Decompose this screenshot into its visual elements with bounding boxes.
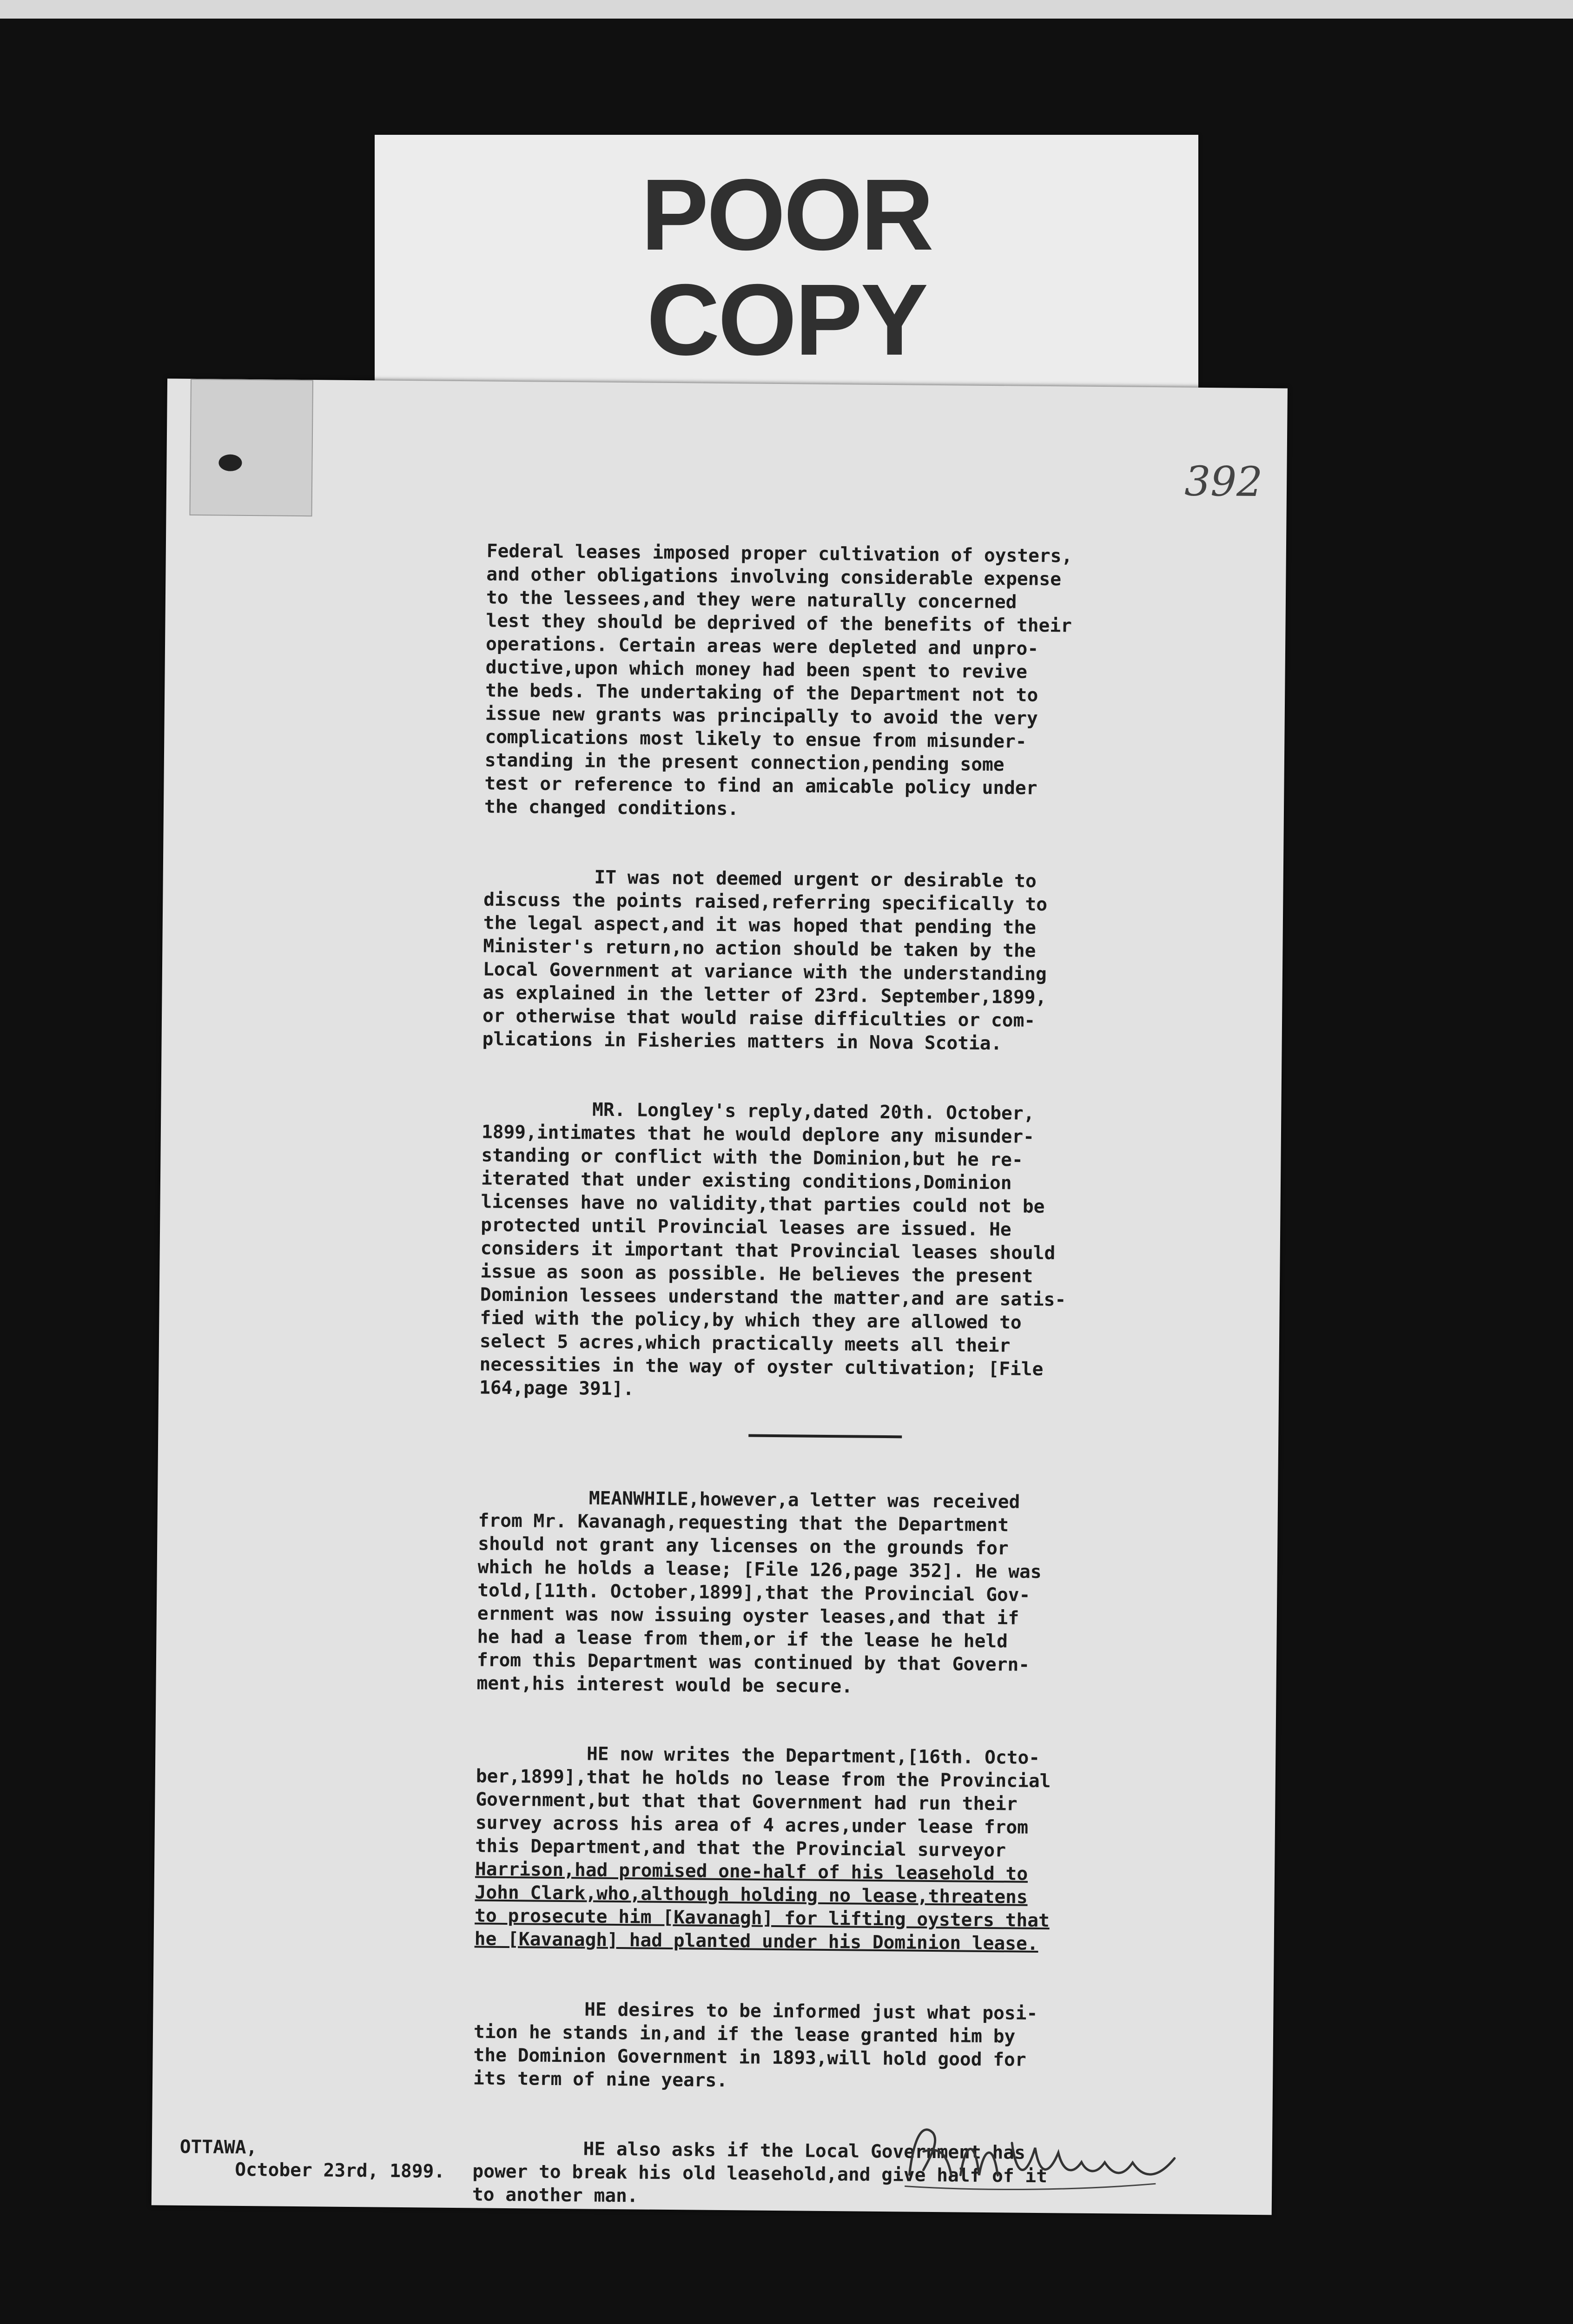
page-number: 392	[1184, 457, 1263, 506]
paragraph-5	[475, 1741, 1285, 1864]
text-line: HE desires to be informed just what posi-	[474, 1998, 1038, 2024]
section-divider	[748, 1434, 902, 1438]
text-line: HE also asks if the Local Government has	[472, 2137, 1026, 2164]
text-line: should not grant any licenses on the grounds for	[477, 1533, 1009, 1559]
text-line: and other obligations involving considerable expense	[486, 563, 1062, 590]
text-line: survey across his area of 4 acres,under lease from	[475, 1812, 1029, 1838]
text-line: he had a lease from them,or if the lease he held	[477, 1626, 1008, 1652]
paragraph-6	[473, 1997, 1283, 2097]
text-line: Federal leases imposed proper cultivation of oysters,	[486, 540, 1073, 567]
text-line: considers it important that Provincial leases should	[480, 1237, 1056, 1264]
text-line: standing in the present connection,pending some	[484, 749, 1005, 776]
text-line: IT was not deemed urgent or desirable to	[483, 865, 1037, 892]
text-line: necessities in the way of oyster cultivation; [File	[479, 1353, 1044, 1380]
text-line: power to break his old leasehold,and give half of it	[472, 2160, 1048, 2187]
text-line: as explained in the letter of 23rd. September,1899,	[482, 982, 1047, 1009]
text-line: licenses have no validity,that parties could not be	[481, 1191, 1045, 1218]
text-line: Government,but that that Government had run their	[476, 1789, 1018, 1815]
closing-block	[179, 2136, 445, 2183]
text-line: tion he stands in,and if the lease granted him by	[473, 2021, 1016, 2047]
poor-copy-line1: POOR	[641, 158, 932, 271]
text-line: discuss the points raised,referring specifically to	[483, 889, 1048, 916]
closing-place: OTTAWA,	[179, 2136, 258, 2159]
text-line: lest they should be deprived of the benefits of their	[486, 610, 1072, 637]
film-edge-top	[0, 0, 1573, 19]
text-line: Minister's return,no action should be taken by the	[483, 935, 1036, 962]
text-line: plications in Fisheries matters in Nova Scotia.	[482, 1028, 1002, 1055]
text-line: the beds. The undertaking of the Department not to	[485, 680, 1038, 706]
text-line: the changed conditions.	[484, 796, 739, 820]
text-line: ernment was now issuing oyster leases,and that if	[477, 1603, 1019, 1629]
text-line: MR. Longley's reply,dated 20th. October,	[482, 1098, 1035, 1124]
text-line: Dominion lessees understand the matter,and are satis-	[480, 1284, 1066, 1311]
poor-copy-line2: COPY	[647, 264, 926, 376]
text-line: ber,1899],that he holds no lease from the Provincial	[476, 1765, 1051, 1792]
text-line: 1899,intimates that he would deplore any misunder-	[481, 1121, 1035, 1148]
text-line: select 5 acres,which practically meets all their	[479, 1330, 1011, 1357]
letter-body	[472, 539, 1295, 2213]
letter-page	[152, 378, 1288, 2215]
text-line: 164,page 391].	[479, 1377, 634, 1400]
text-line: its term of nine years.	[473, 2067, 728, 2092]
text-line: to another man.	[472, 2184, 638, 2207]
text-line: issue as soon as possible. He believes the present	[480, 1261, 1033, 1287]
text-line: he [Kavanagh] had planted under his Dominion lease.	[474, 1928, 1038, 1954]
text-line: issue new grants was principally to avoid the very	[485, 703, 1038, 729]
paragraph-4	[476, 1486, 1287, 1702]
clip-hole	[218, 454, 242, 471]
text-line: from Mr. Kavanagh,requesting that the Department	[478, 1510, 1009, 1536]
text-line: told,[11th. October,1899],that the Provincial Gov-	[477, 1579, 1031, 1606]
text-line: Harrison,had promised one-half of his leasehold to	[475, 1858, 1028, 1885]
text-line: fied with the policy,by which they are allowed to	[480, 1307, 1022, 1334]
signature	[895, 2105, 1184, 2200]
text-line: operations. Certain areas were depleted and unpro-	[485, 633, 1039, 660]
text-line: from this Department was continued by that Govern-	[476, 1649, 1030, 1676]
text-line: the Dominion Government in 1893,will hold good for	[473, 2044, 1026, 2071]
text-line: ductive,upon which money had been spent to revive	[485, 656, 1028, 683]
paragraph-5-underlined	[475, 1857, 1284, 1957]
text-line: HE now writes the Department,[16th. Octo-	[476, 1742, 1040, 1769]
closing-date: October 23rd, 1899.	[179, 2158, 445, 2182]
text-line: this Department,and that the Provincial surveyor	[475, 1835, 1006, 1862]
text-line: complications most likely to ensue from misunder-	[485, 726, 1027, 753]
poor-copy-stamp	[375, 135, 1198, 401]
text-line: or otherwise that would raise difficulties or com-	[482, 1005, 1036, 1031]
text-line: ment,his interest would be secure.	[476, 1672, 853, 1697]
text-line: which he holds a lease; [File 126,page 352]. He was	[477, 1556, 1042, 1583]
text-line: the legal aspect,and it was hoped that pending the	[483, 912, 1037, 938]
text-line: MEANWHILE,however,a letter was received	[478, 1486, 1020, 1513]
text-line: to prosecute him [Kavanagh] for lifting oysters that	[475, 1905, 1050, 1932]
text-line: standing or conflict with the Dominion,but he re-	[481, 1144, 1023, 1171]
page-corner-clip	[189, 379, 313, 516]
paragraph-2	[482, 865, 1292, 1057]
text-line: iterated that under existing conditions,Dominion	[481, 1168, 1012, 1194]
paragraph-1	[484, 539, 1295, 825]
text-line: to the lessees,and they were naturally concerned	[486, 587, 1017, 613]
text-line: John Clark,who,although holding no lease,threatens	[475, 1882, 1028, 1908]
text-line: Local Government at variance with the understanding	[482, 958, 1047, 985]
paragraph-3	[479, 1097, 1291, 1406]
text-line: protected until Provincial leases are issued. He	[480, 1214, 1011, 1241]
text-line: test or reference to find an amicable policy under	[484, 772, 1038, 799]
